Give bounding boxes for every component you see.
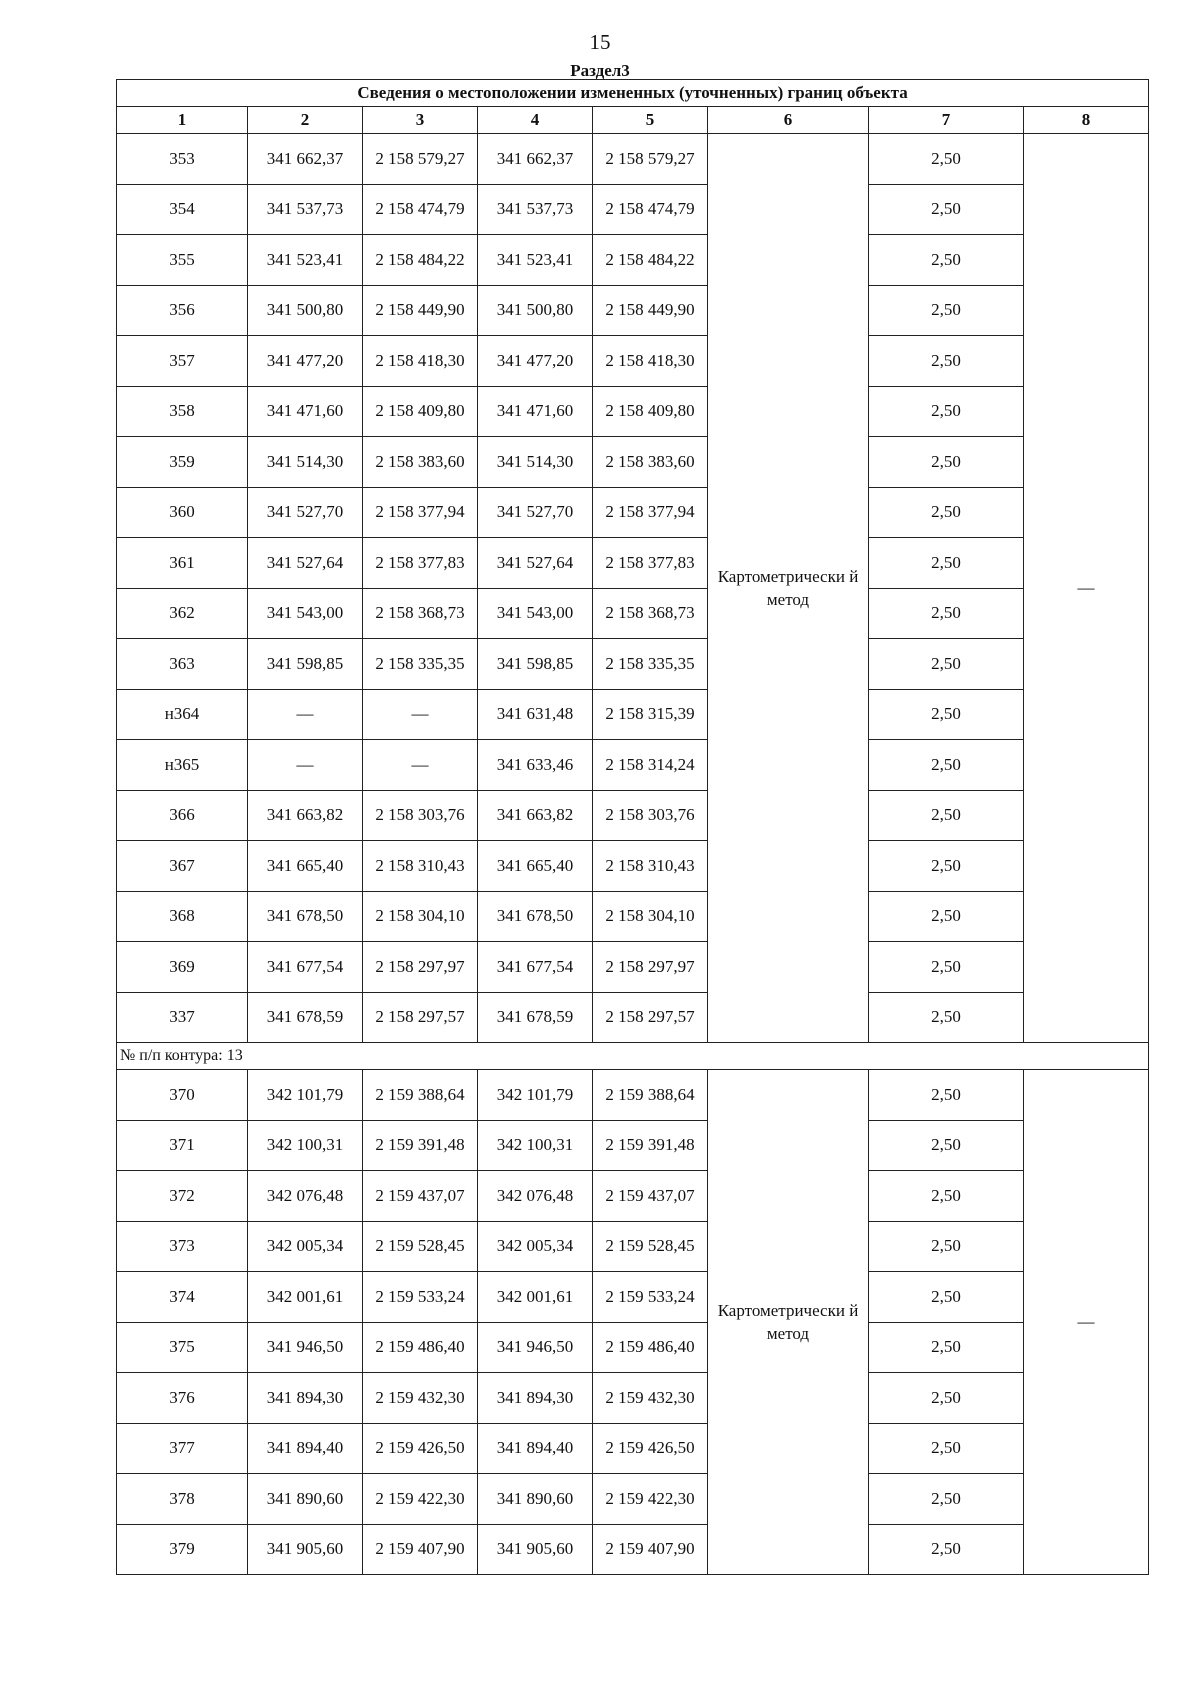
- x-existing-cell: —: [248, 689, 363, 740]
- table-row: [117, 1070, 1149, 1121]
- precision-cell: 2,50: [869, 134, 1024, 185]
- point-number-cell: 370: [117, 1070, 248, 1121]
- y-refined-cell: 2 158 474,79: [593, 184, 708, 235]
- y-refined-cell: 2 159 426,50: [593, 1423, 708, 1474]
- precision-cell: 2,50: [869, 588, 1024, 639]
- point-number-cell: 360: [117, 487, 248, 538]
- point-number-cell: 359: [117, 437, 248, 488]
- point-number-cell: 358: [117, 386, 248, 437]
- x-existing-cell: 342 101,79: [248, 1070, 363, 1121]
- precision-cell: 2,50: [869, 992, 1024, 1043]
- x-refined-cell: 341 633,46: [478, 740, 593, 791]
- table-row: [117, 1322, 1149, 1373]
- precision-cell: 2,50: [869, 285, 1024, 336]
- point-number-cell: 375: [117, 1322, 248, 1373]
- precision-cell: 2,50: [869, 891, 1024, 942]
- x-refined-cell: 341 677,54: [478, 942, 593, 993]
- point-number-cell: н364: [117, 689, 248, 740]
- x-refined-cell: 341 471,60: [478, 386, 593, 437]
- y-refined-cell: 2 159 391,48: [593, 1120, 708, 1171]
- precision-cell: 2,50: [869, 1171, 1024, 1222]
- x-refined-cell: 342 001,61: [478, 1272, 593, 1323]
- table-row: [117, 891, 1149, 942]
- point-number-cell: 367: [117, 841, 248, 892]
- table-row: [117, 1474, 1149, 1525]
- point-number-cell: 374: [117, 1272, 248, 1323]
- point-number-cell: 354: [117, 184, 248, 235]
- x-refined-cell: 342 076,48: [478, 1171, 593, 1222]
- y-existing-cell: 2 158 335,35: [363, 639, 478, 690]
- precision-cell: 2,50: [869, 487, 1024, 538]
- table-row: [117, 1423, 1149, 1474]
- x-refined-cell: 341 946,50: [478, 1322, 593, 1373]
- column-header: 4: [478, 107, 593, 134]
- precision-cell: 2,50: [869, 942, 1024, 993]
- column-header: 6: [708, 107, 869, 134]
- table-row: [117, 538, 1149, 589]
- boundary-coordinates-table: [116, 79, 1149, 1575]
- y-refined-cell: 2 158 484,22: [593, 235, 708, 286]
- y-existing-cell: 2 158 484,22: [363, 235, 478, 286]
- table-row: [117, 689, 1149, 740]
- precision-cell: 2,50: [869, 336, 1024, 387]
- y-refined-cell: 2 158 297,97: [593, 942, 708, 993]
- x-existing-cell: 341 678,59: [248, 992, 363, 1043]
- point-number-cell: 371: [117, 1120, 248, 1171]
- y-existing-cell: 2 159 486,40: [363, 1322, 478, 1373]
- y-existing-cell: —: [363, 740, 478, 791]
- x-refined-cell: 341 527,70: [478, 487, 593, 538]
- y-refined-cell: 2 158 418,30: [593, 336, 708, 387]
- x-refined-cell: 342 005,34: [478, 1221, 593, 1272]
- y-refined-cell: 2 158 304,10: [593, 891, 708, 942]
- table-title: Сведения о местоположении измененных (уточненных) границ объекта: [117, 80, 1149, 107]
- column-8-cell: —: [1024, 134, 1149, 1043]
- table-row: [117, 437, 1149, 488]
- precision-cell: 2,50: [869, 740, 1024, 791]
- table-row: [117, 1272, 1149, 1323]
- method-cell: Картометрически й метод: [708, 1070, 869, 1575]
- contour-label: № п/п контура: 13: [117, 1043, 1149, 1070]
- precision-cell: 2,50: [869, 235, 1024, 286]
- y-refined-cell: 2 159 422,30: [593, 1474, 708, 1525]
- x-refined-cell: 341 894,40: [478, 1423, 593, 1474]
- x-existing-cell: 341 500,80: [248, 285, 363, 336]
- y-existing-cell: 2 158 579,27: [363, 134, 478, 185]
- y-existing-cell: 2 158 368,73: [363, 588, 478, 639]
- y-existing-cell: 2 158 383,60: [363, 437, 478, 488]
- x-existing-cell: 341 905,60: [248, 1524, 363, 1575]
- x-existing-cell: 341 677,54: [248, 942, 363, 993]
- table-row: [117, 1524, 1149, 1575]
- y-existing-cell: 2 159 422,30: [363, 1474, 478, 1525]
- y-existing-cell: 2 159 432,30: [363, 1373, 478, 1424]
- x-existing-cell: —: [248, 740, 363, 791]
- precision-cell: 2,50: [869, 1221, 1024, 1272]
- table-row: [117, 841, 1149, 892]
- y-existing-cell: 2 159 426,50: [363, 1423, 478, 1474]
- x-existing-cell: 342 005,34: [248, 1221, 363, 1272]
- y-existing-cell: 2 159 528,45: [363, 1221, 478, 1272]
- x-refined-cell: 341 514,30: [478, 437, 593, 488]
- y-refined-cell: 2 158 297,57: [593, 992, 708, 1043]
- y-refined-cell: 2 159 533,24: [593, 1272, 708, 1323]
- point-number-cell: 377: [117, 1423, 248, 1474]
- table-row: [117, 588, 1149, 639]
- x-refined-cell: 341 663,82: [478, 790, 593, 841]
- x-existing-cell: 341 890,60: [248, 1474, 363, 1525]
- table-row: [117, 487, 1149, 538]
- x-existing-cell: 341 678,50: [248, 891, 363, 942]
- precision-cell: 2,50: [869, 1070, 1024, 1121]
- column-header-row: [117, 107, 1149, 134]
- table-row: [117, 1120, 1149, 1171]
- precision-cell: 2,50: [869, 841, 1024, 892]
- x-existing-cell: 342 001,61: [248, 1272, 363, 1323]
- y-refined-cell: 2 158 579,27: [593, 134, 708, 185]
- x-refined-cell: 342 100,31: [478, 1120, 593, 1171]
- y-existing-cell: 2 159 437,07: [363, 1171, 478, 1222]
- y-existing-cell: —: [363, 689, 478, 740]
- y-refined-cell: 2 158 303,76: [593, 790, 708, 841]
- x-existing-cell: 341 514,30: [248, 437, 363, 488]
- table-row: [117, 942, 1149, 993]
- y-existing-cell: 2 158 409,80: [363, 386, 478, 437]
- x-existing-cell: 341 663,82: [248, 790, 363, 841]
- column-header: 8: [1024, 107, 1149, 134]
- precision-cell: 2,50: [869, 437, 1024, 488]
- y-refined-cell: 2 158 383,60: [593, 437, 708, 488]
- precision-cell: 2,50: [869, 1524, 1024, 1575]
- x-existing-cell: 341 471,60: [248, 386, 363, 437]
- precision-cell: 2,50: [869, 1423, 1024, 1474]
- x-existing-cell: 341 662,37: [248, 134, 363, 185]
- x-existing-cell: 341 537,73: [248, 184, 363, 235]
- column-header: 2: [248, 107, 363, 134]
- x-refined-cell: 341 678,50: [478, 891, 593, 942]
- y-refined-cell: 2 158 310,43: [593, 841, 708, 892]
- x-existing-cell: 341 946,50: [248, 1322, 363, 1373]
- precision-cell: 2,50: [869, 1474, 1024, 1525]
- x-existing-cell: 341 894,40: [248, 1423, 363, 1474]
- point-number-cell: 372: [117, 1171, 248, 1222]
- table-row: [117, 992, 1149, 1043]
- x-refined-cell: 341 500,80: [478, 285, 593, 336]
- x-refined-cell: 341 523,41: [478, 235, 593, 286]
- x-existing-cell: 341 665,40: [248, 841, 363, 892]
- y-existing-cell: 2 159 388,64: [363, 1070, 478, 1121]
- table-row: [117, 285, 1149, 336]
- column-header: 5: [593, 107, 708, 134]
- point-number-cell: 379: [117, 1524, 248, 1575]
- precision-cell: 2,50: [869, 1373, 1024, 1424]
- y-refined-cell: 2 158 377,83: [593, 538, 708, 589]
- point-number-cell: н365: [117, 740, 248, 791]
- table-row: [117, 1373, 1149, 1424]
- table-row: [117, 235, 1149, 286]
- column-header: 3: [363, 107, 478, 134]
- y-refined-cell: 2 158 314,24: [593, 740, 708, 791]
- precision-cell: 2,50: [869, 386, 1024, 437]
- point-number-cell: 353: [117, 134, 248, 185]
- y-refined-cell: 2 159 388,64: [593, 1070, 708, 1121]
- x-existing-cell: 341 523,41: [248, 235, 363, 286]
- y-existing-cell: 2 158 449,90: [363, 285, 478, 336]
- table-row: [117, 386, 1149, 437]
- point-number-cell: 373: [117, 1221, 248, 1272]
- table-row: [117, 639, 1149, 690]
- column-header: 1: [117, 107, 248, 134]
- x-existing-cell: 341 527,70: [248, 487, 363, 538]
- y-refined-cell: 2 159 486,40: [593, 1322, 708, 1373]
- y-existing-cell: 2 158 297,97: [363, 942, 478, 993]
- precision-cell: 2,50: [869, 1120, 1024, 1171]
- x-refined-cell: 341 598,85: [478, 639, 593, 690]
- y-existing-cell: 2 158 310,43: [363, 841, 478, 892]
- x-refined-cell: 341 537,73: [478, 184, 593, 235]
- x-refined-cell: 341 631,48: [478, 689, 593, 740]
- y-refined-cell: 2 158 315,39: [593, 689, 708, 740]
- table-row: [117, 790, 1149, 841]
- x-refined-cell: 342 101,79: [478, 1070, 593, 1121]
- column-header: 7: [869, 107, 1024, 134]
- column-8-cell: —: [1024, 1070, 1149, 1575]
- y-refined-cell: 2 159 437,07: [593, 1171, 708, 1222]
- x-refined-cell: 341 894,30: [478, 1373, 593, 1424]
- y-refined-cell: 2 159 432,30: [593, 1373, 708, 1424]
- x-refined-cell: 341 527,64: [478, 538, 593, 589]
- x-existing-cell: 341 477,20: [248, 336, 363, 387]
- y-existing-cell: 2 158 304,10: [363, 891, 478, 942]
- y-existing-cell: 2 158 377,83: [363, 538, 478, 589]
- y-refined-cell: 2 158 335,35: [593, 639, 708, 690]
- point-number-cell: 363: [117, 639, 248, 690]
- x-refined-cell: 341 477,20: [478, 336, 593, 387]
- point-number-cell: 357: [117, 336, 248, 387]
- y-refined-cell: 2 159 528,45: [593, 1221, 708, 1272]
- y-existing-cell: 2 158 377,94: [363, 487, 478, 538]
- precision-cell: 2,50: [869, 538, 1024, 589]
- x-existing-cell: 341 527,64: [248, 538, 363, 589]
- x-existing-cell: 342 100,31: [248, 1120, 363, 1171]
- y-refined-cell: 2 158 377,94: [593, 487, 708, 538]
- precision-cell: 2,50: [869, 1322, 1024, 1373]
- point-number-cell: 355: [117, 235, 248, 286]
- table-row: [117, 740, 1149, 791]
- y-existing-cell: 2 158 474,79: [363, 184, 478, 235]
- y-existing-cell: 2 159 407,90: [363, 1524, 478, 1575]
- y-refined-cell: 2 158 449,90: [593, 285, 708, 336]
- x-existing-cell: 342 076,48: [248, 1171, 363, 1222]
- x-existing-cell: 341 894,30: [248, 1373, 363, 1424]
- x-refined-cell: 341 678,59: [478, 992, 593, 1043]
- x-existing-cell: 341 598,85: [248, 639, 363, 690]
- point-number-cell: 337: [117, 992, 248, 1043]
- x-refined-cell: 341 890,60: [478, 1474, 593, 1525]
- precision-cell: 2,50: [869, 1272, 1024, 1323]
- table-row: [117, 336, 1149, 387]
- table-row: [117, 184, 1149, 235]
- point-number-cell: 362: [117, 588, 248, 639]
- precision-cell: 2,50: [869, 639, 1024, 690]
- x-existing-cell: 341 543,00: [248, 588, 363, 639]
- x-refined-cell: 341 905,60: [478, 1524, 593, 1575]
- y-refined-cell: 2 158 368,73: [593, 588, 708, 639]
- x-refined-cell: 341 665,40: [478, 841, 593, 892]
- contour-label-row: [117, 1043, 1149, 1070]
- y-refined-cell: 2 159 407,90: [593, 1524, 708, 1575]
- precision-cell: 2,50: [869, 184, 1024, 235]
- y-existing-cell: 2 158 418,30: [363, 336, 478, 387]
- point-number-cell: 356: [117, 285, 248, 336]
- y-refined-cell: 2 158 409,80: [593, 386, 708, 437]
- method-cell: Картометрически й метод: [708, 134, 869, 1043]
- x-refined-cell: 341 662,37: [478, 134, 593, 185]
- precision-cell: 2,50: [869, 790, 1024, 841]
- point-number-cell: 361: [117, 538, 248, 589]
- point-number-cell: 368: [117, 891, 248, 942]
- point-number-cell: 366: [117, 790, 248, 841]
- y-existing-cell: 2 159 533,24: [363, 1272, 478, 1323]
- table-row: [117, 134, 1149, 185]
- precision-cell: 2,50: [869, 689, 1024, 740]
- section-label: Раздел3: [570, 61, 630, 80]
- y-existing-cell: 2 159 391,48: [363, 1120, 478, 1171]
- table-row: [117, 1171, 1149, 1222]
- x-refined-cell: 341 543,00: [478, 588, 593, 639]
- y-existing-cell: 2 158 303,76: [363, 790, 478, 841]
- point-number-cell: 376: [117, 1373, 248, 1424]
- y-existing-cell: 2 158 297,57: [363, 992, 478, 1043]
- point-number-cell: 369: [117, 942, 248, 993]
- page-number: 15: [589, 30, 611, 54]
- table-row: [117, 1221, 1149, 1272]
- point-number-cell: 378: [117, 1474, 248, 1525]
